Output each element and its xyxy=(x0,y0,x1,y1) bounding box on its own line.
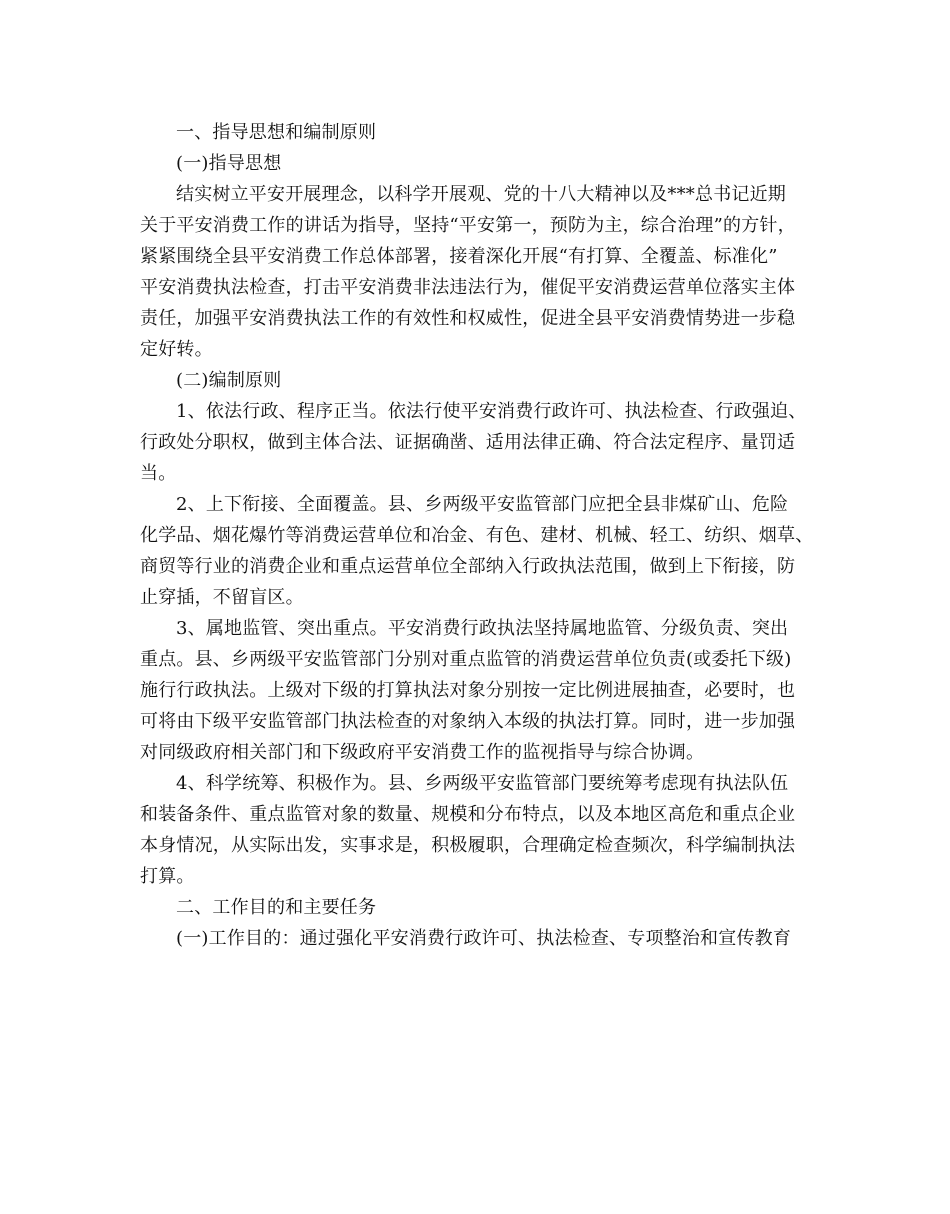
text-line: 2、上下衔接、全面覆盖。县、乡两级平安监管部门应把全县非煤矿山、危险 xyxy=(176,494,789,515)
text-line: 止穿插，不留盲区。 xyxy=(140,587,304,608)
text-line: 4、科学统筹、积极作为。县、乡两级平安监管部门要统筹考虑现有执法队伍 xyxy=(176,773,789,794)
text-line: 关于平安消费工作的讲话为指导，坚持“平安第一，预防为主，综合治理”的方针， xyxy=(140,215,796,236)
text-line: 结实树立平安开展理念，以科学开展观、党的十八大精神以及***总书记近期 xyxy=(176,184,786,205)
text-line: 本身情况，从实际出发，实事求是，积极履职，合理确定检查频次，科学编制执法 xyxy=(140,835,796,856)
text-line: 行政处分职权，做到主体合法、证据确凿、适用法律正确、符合法定程序、量罚适 xyxy=(140,432,796,453)
document-body xyxy=(140,117,830,954)
text-line: 施行行政执法。上级对下级的打算执法对象分别按一定比例进展抽查，必要时，也 xyxy=(140,680,796,701)
text-line: 一、指导思想和编制原则 xyxy=(176,122,377,143)
text-line: 定好转。 xyxy=(140,339,213,360)
text-line: 当。 xyxy=(140,463,177,484)
text-line: 3、属地监管、突出重点。平安消费行政执法坚持属地监管、分级负责、突出 xyxy=(176,618,789,639)
text-line: 1、依法行政、程序正当。依法行使平安消费行政许可、执法检查、行政强迫、 xyxy=(176,401,807,422)
text-line: 重点。县、乡两级平安监管部门分别对重点监管的消费运营单位负责(或委托下级) xyxy=(140,649,792,670)
text-line: (一)指导思想 xyxy=(176,153,282,174)
text-line: 和装备条件、重点监管对象的数量、规模和分布特点，以及本地区高危和重点企业 xyxy=(140,804,796,825)
text-line: 打算。 xyxy=(140,866,195,887)
text-line: 可将由下级平安监管部门执法检查的对象纳入本级的执法打算。同时，进一步加强 xyxy=(140,711,796,732)
text-line: 对同级政府相关部门和下级政府平安消费工作的监视指导与综合协调。 xyxy=(140,742,705,763)
text-line: 紧紧围绕全县平安消费工作总体部署，接着深化开展“有打算、全覆盖、标准化” xyxy=(140,246,778,267)
text-line: (二)编制原则 xyxy=(176,370,282,391)
text-line: 责任，加强平安消费执法工作的有效性和权威性，促进全县平安消费情势进一步稳 xyxy=(140,308,796,329)
text-line: 化学品、烟花爆竹等消费运营单位和冶金、有色、建材、机械、轻工、纺织、烟草、 xyxy=(140,525,814,546)
text-line: 平安消费执法检查，打击平安消费非法违法行为，催促平安消费运营单位落实主体 xyxy=(140,277,796,298)
text-line: 商贸等行业的消费企业和重点运营单位全部纳入行政执法范围，做到上下衔接，防 xyxy=(140,556,796,577)
text-line: 二、工作目的和主要任务 xyxy=(176,897,377,918)
text-line: (一)工作目的：通过强化平安消费行政许可、执法检查、专项整治和宣传教育 xyxy=(176,928,792,949)
